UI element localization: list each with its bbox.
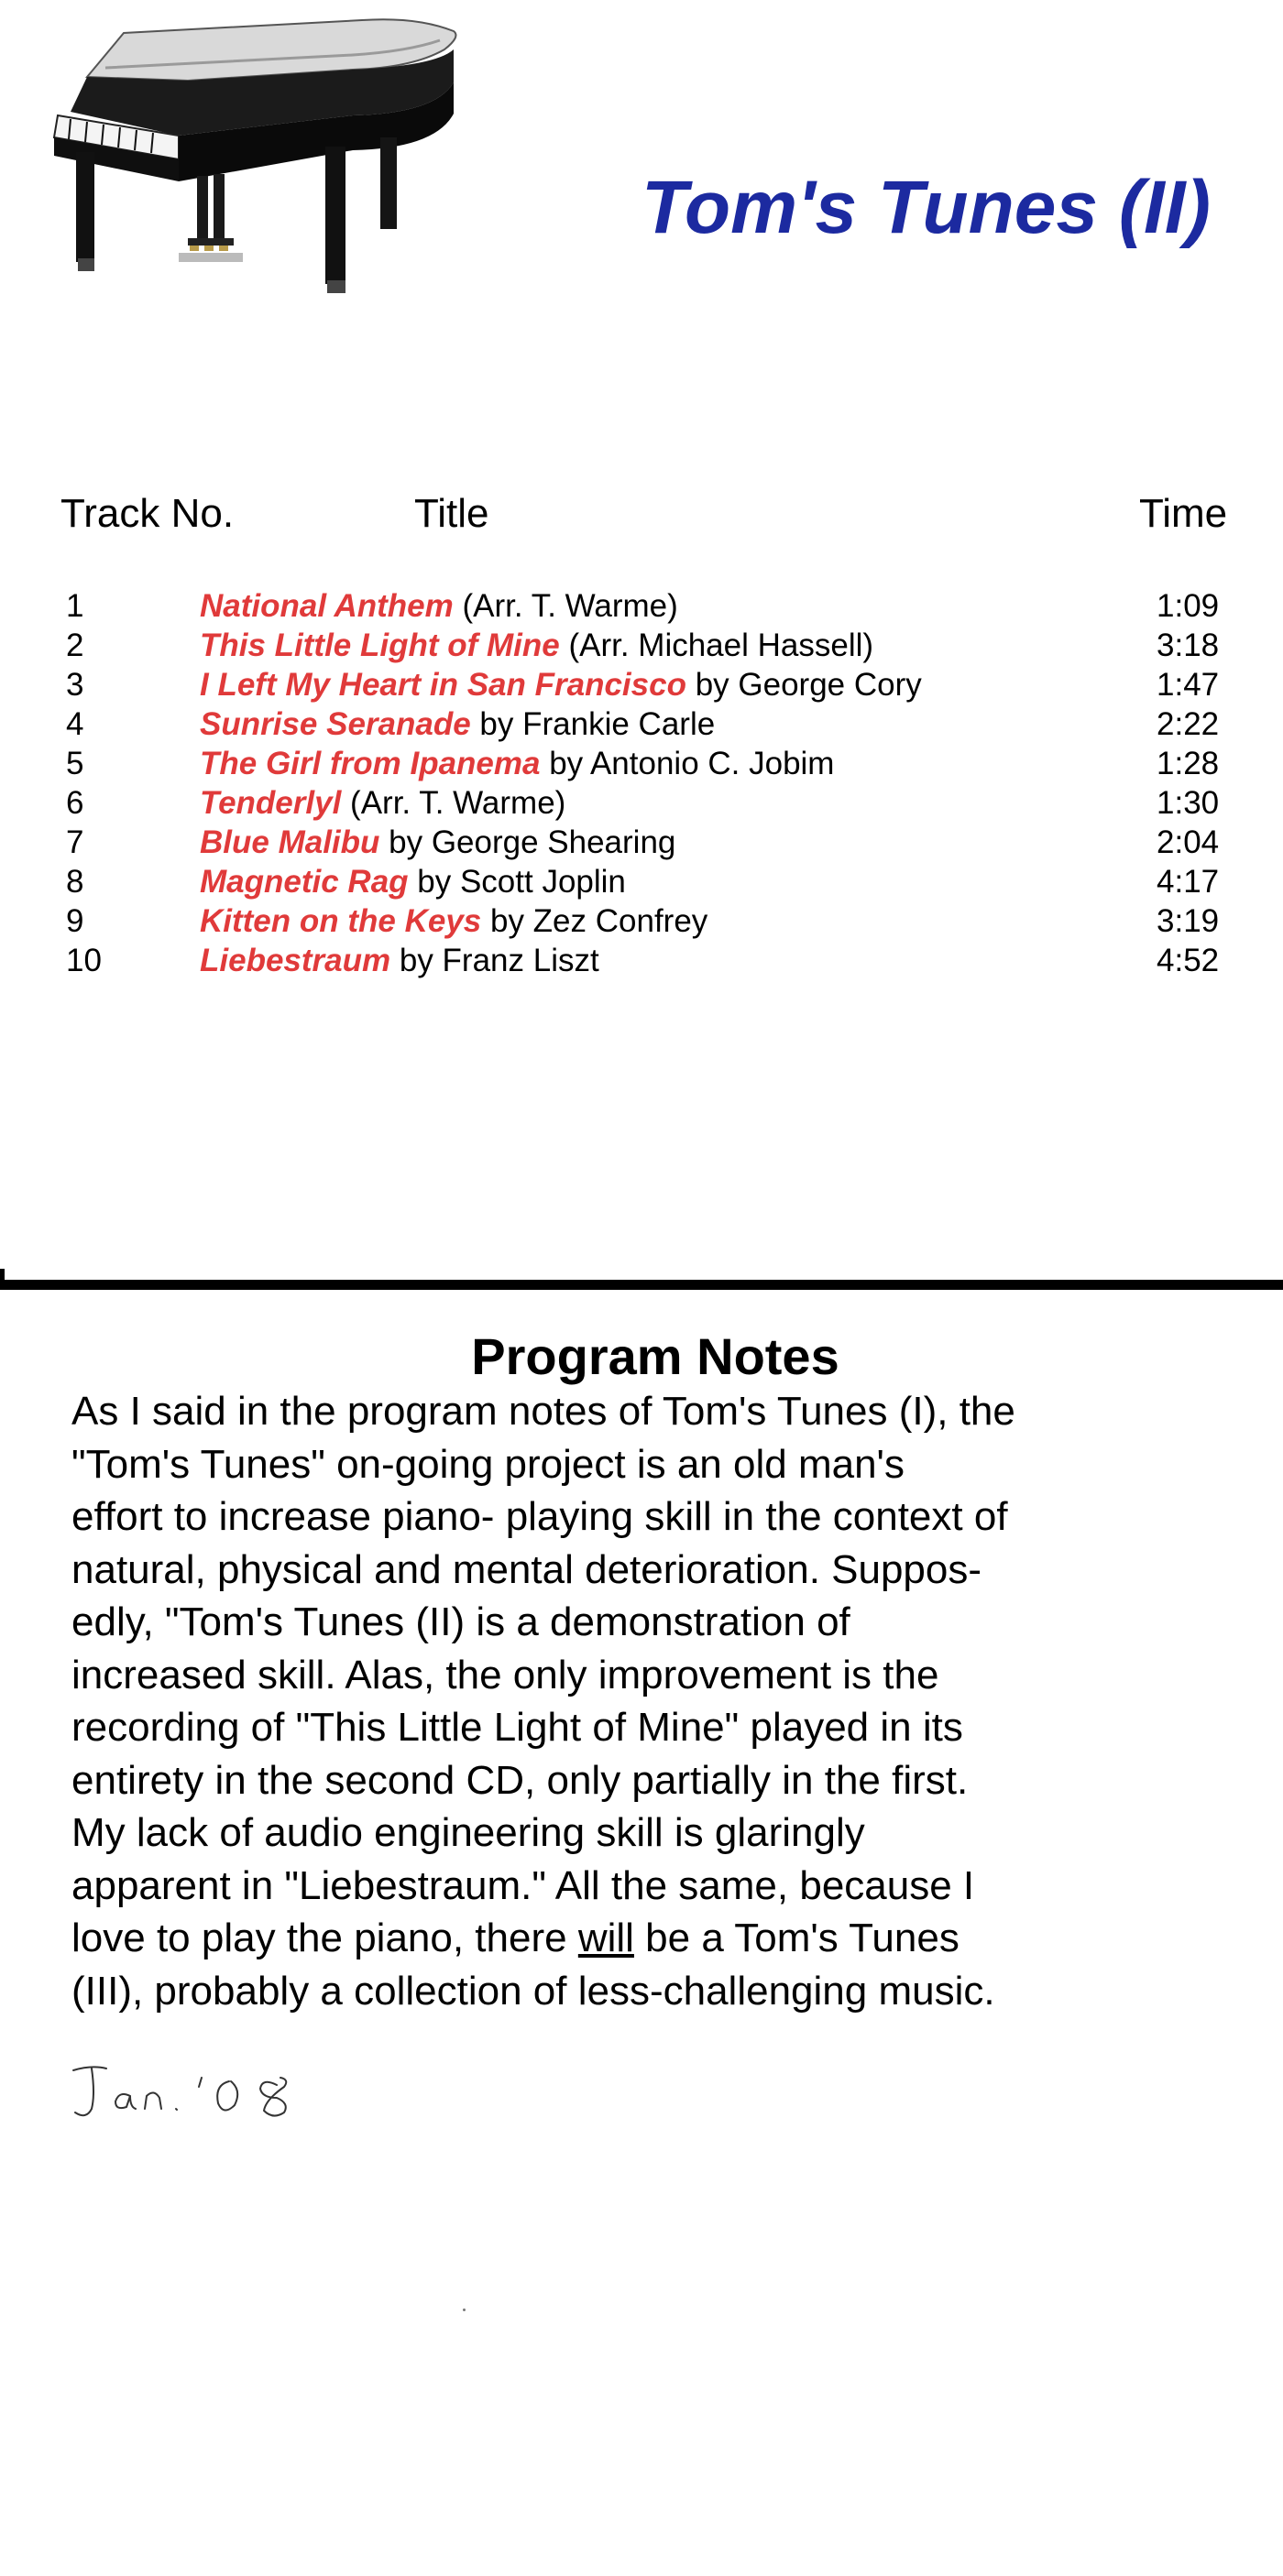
track-number: 6 (66, 785, 84, 821)
grand-piano-icon (50, 13, 472, 306)
track-title (200, 901, 707, 941)
song-name: Tenderlyl (200, 785, 342, 821)
track-title (200, 744, 834, 783)
track-row (0, 783, 1283, 823)
track-time: 1:09 (1157, 588, 1220, 624)
scan-speck (463, 2309, 466, 2311)
track-title (200, 862, 626, 901)
track-number: 5 (66, 746, 84, 781)
song-credit: by Franz Liszt (390, 943, 599, 978)
track-number: 4 (66, 706, 84, 742)
track-number: 9 (66, 903, 84, 939)
notes-line: "Tom's Tunes" on-going project is an old man's (71, 1441, 905, 1487)
notes-line: edly, "Tom's Tunes (II) is a demonstration of (71, 1599, 850, 1644)
song-credit: (Arr. T. Warme) (341, 785, 566, 821)
song-credit: by Zez Confrey (481, 903, 708, 939)
song-credit: by Scott Joplin (408, 864, 626, 900)
track-row (0, 823, 1283, 862)
song-name: Blue Malibu (200, 824, 380, 860)
track-title (200, 941, 599, 980)
track-number: 3 (66, 667, 84, 703)
notes-line: (III), probably a collection of less-challenging music. (71, 1968, 995, 2014)
notes-line: effort to increase piano- playing skill in the context of (71, 1494, 1008, 1539)
track-title (200, 626, 873, 665)
track-time: 1:30 (1157, 785, 1220, 821)
track-row (0, 862, 1283, 901)
track-number-header: Track No. (60, 491, 235, 536)
track-time: 4:17 (1157, 864, 1220, 900)
notes-text: love to play the piano, there (71, 1916, 578, 1960)
track-time: 3:18 (1157, 628, 1220, 663)
time-header: Time (1139, 491, 1228, 536)
notes-line: entirety in the second CD, only partially in the first. (71, 1757, 969, 1803)
song-name: Sunrise Seranade (200, 706, 471, 742)
track-number: 10 (66, 943, 102, 978)
song-credit: (Arr. T. Warme) (453, 588, 678, 624)
title-header: Title (414, 491, 489, 536)
song-credit: (Arr. Michael Hassell) (559, 628, 874, 663)
track-time: 2:22 (1157, 706, 1220, 742)
underlined-word: will (577, 1916, 634, 1960)
song-credit: by Frankie Carle (470, 706, 716, 742)
track-time: 4:52 (1157, 943, 1220, 978)
song-name: National Anthem (200, 588, 454, 624)
track-row (0, 586, 1283, 626)
notes-line: increased skill. Alas, the only improvement is the (71, 1652, 939, 1697)
track-row (0, 704, 1283, 744)
song-name: This Little Light of Mine (200, 628, 560, 663)
track-list (0, 586, 1283, 980)
notes-text: be a Tom's Tunes (633, 1916, 960, 1960)
track-time: 2:04 (1157, 824, 1220, 860)
song-name: I Left My Heart in San Francisco (200, 667, 686, 703)
notes-line: My lack of audio engineering skill is glaringly (71, 1810, 865, 1855)
notes-line: apparent in "Liebestraum." All the same, because I (71, 1862, 975, 1908)
track-number: 7 (66, 824, 84, 860)
program-notes-body (71, 1385, 1272, 2017)
track-title (200, 586, 678, 626)
track-time: 1:28 (1157, 746, 1220, 781)
track-number: 8 (66, 864, 84, 900)
notes-line (71, 1912, 1272, 1965)
notes-line: natural, physical and mental deterioration. Suppos- (71, 1546, 982, 1592)
track-title (200, 783, 565, 823)
track-row (0, 744, 1283, 783)
track-number: 1 (66, 588, 84, 624)
album-title: Tom's Tunes (II) (642, 166, 1211, 249)
track-time: 1:47 (1157, 667, 1220, 703)
section-divider (0, 1280, 1283, 1290)
song-name: Magnetic Rag (200, 864, 409, 900)
song-credit: by Antonio C. Jobim (540, 746, 835, 781)
song-name: Liebestraum (200, 943, 391, 978)
track-title (200, 704, 715, 744)
song-credit: by George Shearing (379, 824, 676, 860)
song-credit: by George Cory (685, 667, 922, 703)
song-name: The Girl from Ipanema (200, 746, 541, 781)
notes-line: recording of "This Little Light of Mine" played in its (71, 1705, 963, 1750)
program-notes-heading: Program Notes (471, 1327, 839, 1385)
track-row (0, 626, 1283, 665)
track-time: 3:19 (1157, 903, 1220, 939)
track-title (200, 823, 675, 862)
track-row (0, 901, 1283, 941)
track-title (200, 665, 922, 704)
track-row (0, 941, 1283, 980)
track-number: 2 (66, 628, 84, 663)
notes-line: As I said in the program notes of Tom's Tunes (I), the (71, 1389, 1015, 1434)
handwritten-date-signature (64, 2050, 339, 2133)
song-name: Kitten on the Keys (200, 903, 482, 939)
track-row (0, 665, 1283, 704)
